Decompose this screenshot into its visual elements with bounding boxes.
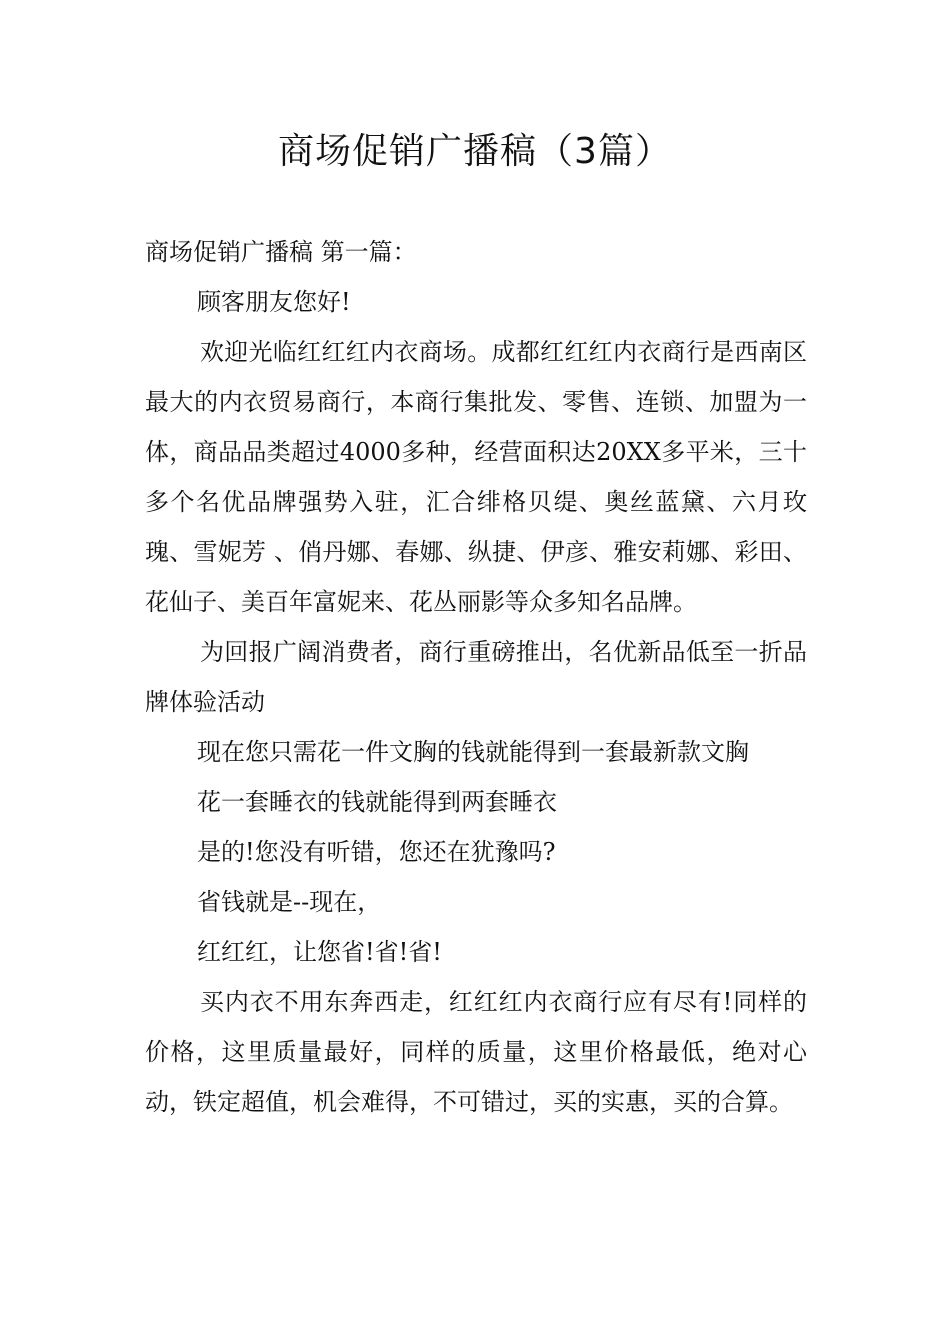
closing-paragraph: 买内衣不用东奔西走，红红红内衣商行应有尽有!同样的价格，这里质量最好，同样的质量，这里价格最低，绝对心动，铁定超值，机会难得，不可错过，买的实惠，买的合算。 xyxy=(145,988,807,1116)
save-now-paragraph: 省钱就是--现在， xyxy=(197,888,382,916)
document-title: 商场促销广播稿（3篇） xyxy=(278,131,672,172)
slogan-paragraph: 红红红，让您省!省!省! xyxy=(197,938,442,966)
section-heading: 商场促销广播稿 第一篇： xyxy=(145,238,417,266)
bra-offer-paragraph: 现在您只需花一件文胸的钱就能得到一套最新款文胸 xyxy=(197,738,749,766)
question-paragraph: 是的!您没有听错，您还在犹豫吗? xyxy=(197,838,556,866)
pajama-offer-paragraph: 花一套睡衣的钱就能得到两套睡衣 xyxy=(197,788,557,816)
welcome-paragraph: 欢迎光临红红红内衣商场。成都红红红内衣商行是西南区最大的内衣贸易商行，本商行集批发、零售、连锁、加盟为一体，商品品类超过4000多种，经营面积达20XX多平米，三十多个名优品牌强势入驻，汇合绯格贝缇、奥丝蓝黛、六月玫瑰、雪妮芳 、俏丹娜、春娜、纵捷、伊彦、雅安莉娜、彩田、花仙子、美百年富妮来、花丛丽影等众多知名品牌。 xyxy=(145,338,807,616)
promotion-paragraph: 为回报广阔消费者，商行重磅推出，名优新品低至一折品牌体验活动 xyxy=(145,638,807,716)
document-body xyxy=(145,227,807,1127)
greeting-paragraph: 顾客朋友您好! xyxy=(197,288,351,316)
